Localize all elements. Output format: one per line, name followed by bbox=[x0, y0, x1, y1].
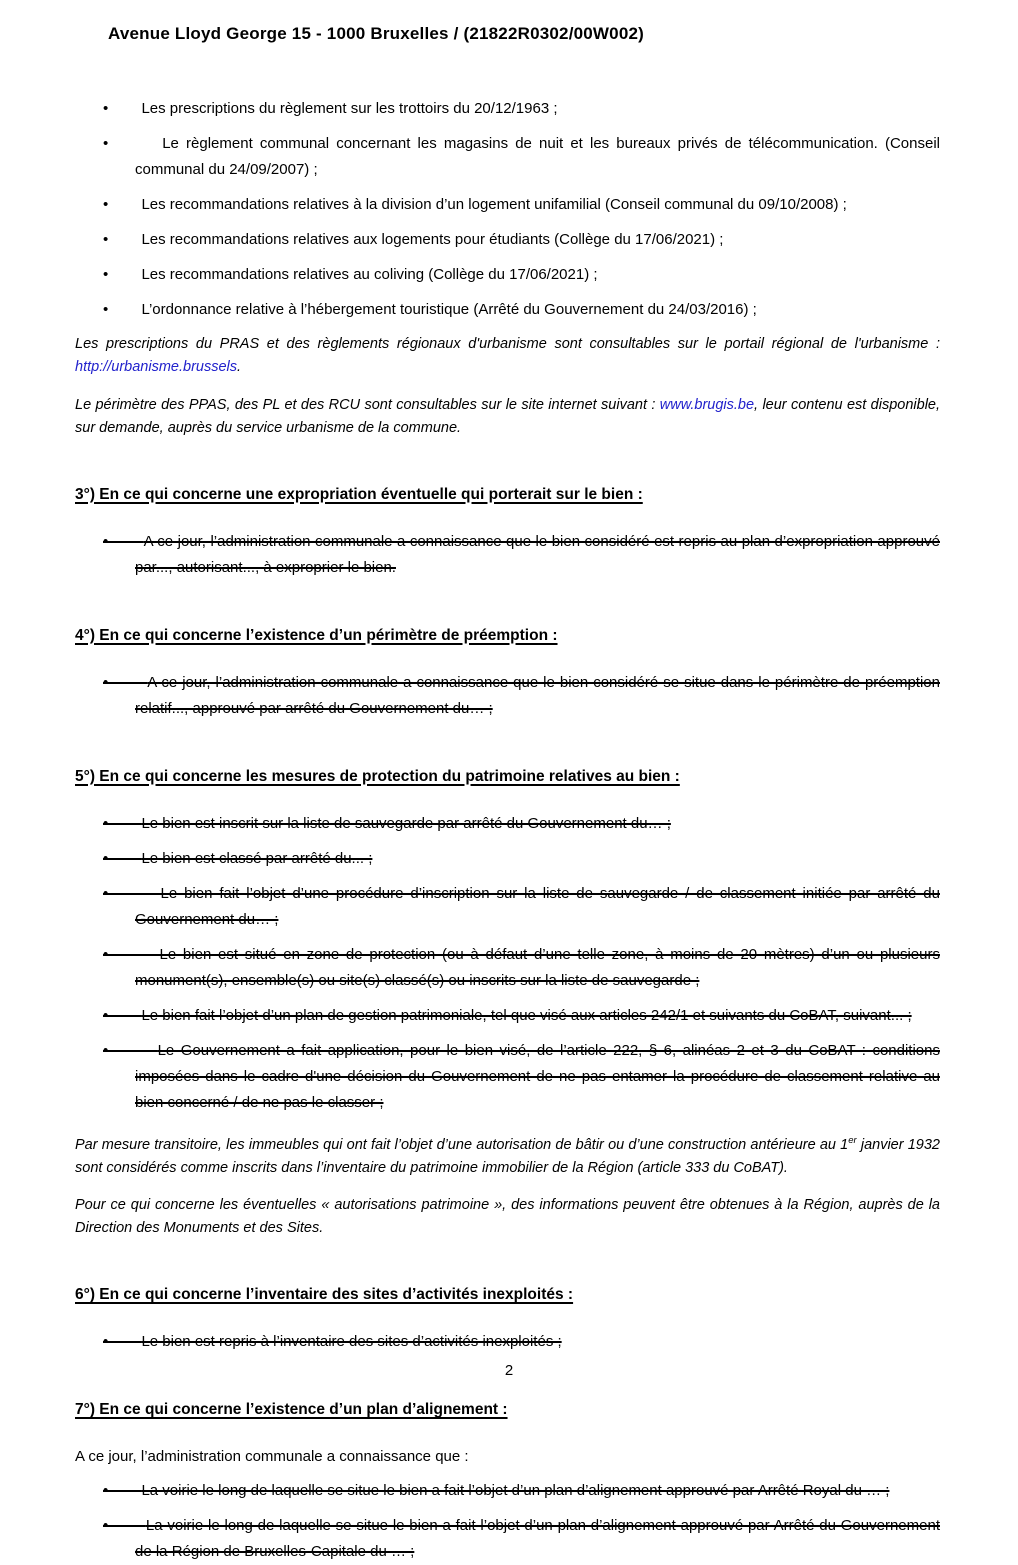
patrimoine-notes bbox=[75, 1134, 940, 1241]
list-item: • Les recommandations relatives à la division d’un logement unifamilial (Conseil communal du 09/10/2008) ; bbox=[103, 192, 940, 218]
list-item: • Les recommandations relatives au coliving (Collège du 17/06/2021) ; bbox=[103, 262, 940, 288]
list-item-struck: • A ce jour, l’administration communale a connaissance que le bien considéré est repris au plan d’expropriation approuvé par..., autorisant..., à exproprier le bien. bbox=[103, 529, 940, 581]
section-5-heading: 5°) En ce qui concerne les mesures de protection du patrimoine relatives au bien : bbox=[75, 767, 680, 785]
page-number: 2 bbox=[504, 1362, 514, 1379]
regulations-bullet-list bbox=[75, 96, 940, 323]
section-7-alignement bbox=[75, 1401, 940, 1565]
list-item: • Le règlement communal concernant les magasins de nuit et les bureaux privés de télécommunication. (Conseil communal du 24/09/2007) ; bbox=[103, 131, 940, 183]
urbanisme-brussels-link[interactable]: http://urbanisme.brussels bbox=[75, 359, 237, 375]
list-item-struck: • Le bien est repris à l’inventaire des sites d’activités inexploités ; bbox=[103, 1329, 940, 1355]
section-7-heading: 7°) En ce qui concerne l’existence d’un plan d’alignement : bbox=[75, 1401, 508, 1418]
section-7-bullet-list bbox=[75, 1478, 940, 1565]
list-item-struck: • Le bien fait l’objet d’un plan de gestion patrimoniale, tel que visé aux articles 242/1 et suivants du CoBAT, suivant... ; bbox=[103, 1003, 940, 1029]
mesure-transitoire-note bbox=[75, 1134, 940, 1180]
section-4-preemption bbox=[75, 627, 940, 722]
section-3-heading: 3°) En ce qui concerne une expropriation éventuelle qui porterait sur le bien : bbox=[75, 485, 643, 503]
brugis-link[interactable]: www.brugis.be bbox=[659, 396, 755, 413]
note-text: Par mesure transitoire, les immeubles qui ont fait l’objet d’une autorisation de bâtir ou d’une construction antérieure au 1 bbox=[75, 1136, 849, 1153]
section-6-heading: 6°) En ce qui concerne l’inventaire des sites d’activités inexploités : bbox=[75, 1286, 574, 1303]
section-5-patrimoine bbox=[75, 768, 940, 1241]
section-6-sites-inexploites bbox=[75, 1286, 940, 1355]
list-item-struck: • Le bien est inscrit sur la liste de sauvegarde par arrêté du Gouvernement du… ; bbox=[103, 811, 940, 837]
superscript-er: er bbox=[848, 1134, 857, 1146]
list-item: • Les recommandations relatives aux logements pour étudiants (Collège du 17/06/2021) ; bbox=[103, 227, 940, 253]
section-6-bullet-list bbox=[75, 1329, 940, 1355]
note-text: . bbox=[237, 359, 242, 375]
section-4-bullet-list bbox=[75, 670, 940, 722]
list-item: • Les prescriptions du règlement sur les trottoirs du 20/12/1963 ; bbox=[103, 96, 940, 122]
list-item-struck: • A ce jour, l’administration communale a connaissance que le bien considéré se situe dans le périmètre de préemption relatif..., approuvé par arrêté du Gouvernement du… ; bbox=[103, 670, 940, 722]
note-text: , leur contenu est disponible, sur demande, auprès du service urbanisme de la commune. bbox=[75, 396, 941, 436]
section-3-expropriation bbox=[75, 486, 940, 581]
note-text: Les prescriptions du PRAS et des règlements régionaux d'urbanisme sont consultables sur le portail régional de l'urbanisme : bbox=[75, 336, 940, 352]
section-4-heading: 4°) En ce qui concerne l’existence d’un périmètre de préemption : bbox=[75, 626, 558, 644]
list-item-struck: • Le bien est classé par arrêté du... ; bbox=[103, 846, 940, 872]
section-5-bullet-list bbox=[75, 811, 940, 1116]
ppas-consultation-note bbox=[75, 394, 940, 440]
note-text: janvier 1932 sont considérés comme inscrits dans l’inventaire du patrimoine immobilier de la Région (article 333 du CoBAT). bbox=[75, 1136, 940, 1176]
property-address-header: Avenue Lloyd George 15 - 1000 Bruxelles / (21822R0302/00W002) bbox=[108, 24, 644, 43]
section-3-bullet-list bbox=[75, 529, 940, 581]
list-item-struck: • La voirie le long de laquelle se situe le bien a fait l’objet d’un plan d’alignement approuvé par Arrêté Royal du … ; bbox=[103, 1478, 940, 1504]
list-item-struck: • La voirie le long de laquelle se situe le bien a fait l’objet d’un plan d’alignement approuvé par Arrêté du Gouvernement de la Région de Bruxelles-Capitale du … ; bbox=[103, 1513, 940, 1565]
section-7-intro: A ce jour, l’administration communale a connaissance que : bbox=[75, 1448, 469, 1465]
autorisations-patrimoine-note: Pour ce qui concerne les éventuelles « autorisations patrimoine », des informations peuvent être obtenues à la Région, auprès de la Direction des Monuments et des Sites. bbox=[75, 1197, 940, 1236]
list-item-struck: • Le bien fait l’objet d’une procédure d’inscription sur la liste de sauvegarde / de classement initiée par arrêté du Gouvernement du… ; bbox=[103, 881, 940, 933]
note-text: Le périmètre des PPAS, des PL et des RCU sont consultables sur le site internet suivant : bbox=[75, 396, 660, 413]
list-item: • L’ordonnance relative à l’hébergement touristique (Arrêté du Gouvernement du 24/03/2016) ; bbox=[103, 297, 940, 323]
pras-consultation-note bbox=[75, 333, 940, 379]
list-item-struck: • Le bien est situé en zone de protection (ou à défaut d’une telle zone, à moins de 20 mètres) d’un ou plusieurs monument(s), ensemble(s) ou site(s) classé(s) ou inscrits sur la liste de sauvegarde ; bbox=[103, 942, 940, 994]
list-item-struck: • Le Gouvernement a fait application, pour le bien visé, de l’article 222, § 6, alinéas 2 et 3 du CoBAT : conditions imposées dans le cadre d'une décision du Gouvernement de ne pas entamer la procédure de classement relative au bien concerné / de ne pas le classer ; bbox=[103, 1038, 940, 1116]
